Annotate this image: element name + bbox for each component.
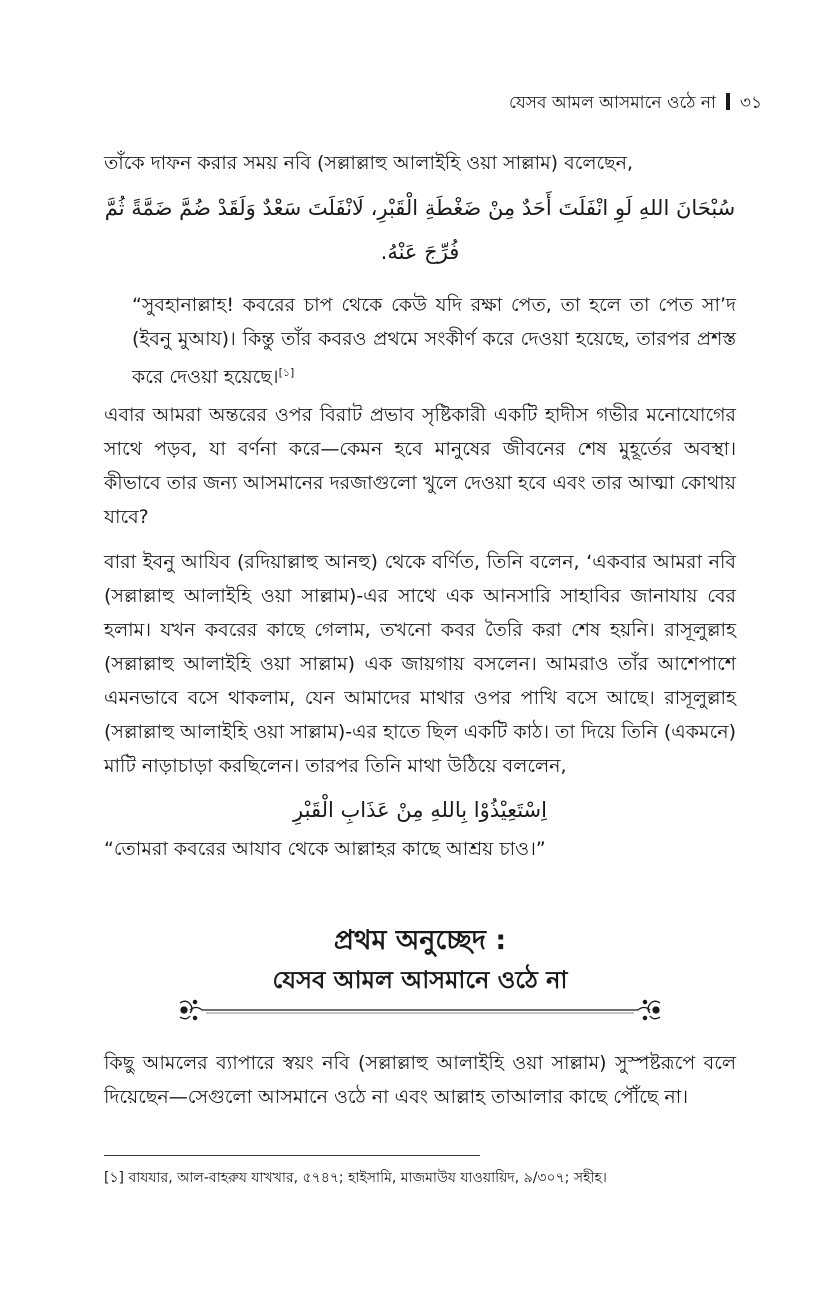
paragraph-3-text: বারা ইবনু আযিব (রদিয়াল্লাহু আনহু) থেকে বর্ণিত, তিনি বলেন, ‘একবার আমরা নবি (সল্লাল্লাহু আলাইহি ওয়া সাল্লাম)-এর সাথে এক আনসারি সাহাবির জানাযায় বের হলাম। যখন কবরের কাছে গেলাম, তখনো কবর তৈরি করা শেষ হয়নি। রাসূলুল্লাহ (সল্লাল্লাহু আলাইহি ওয়া সাল্লাম) এক জায়গায় বসলেন। আমরাও তাঁর আশেপাশে এমনভাবে বসে থাকলাম, যেন আমাদের মাথার ওপর পাখি বসে আছে। রাসূলুল্লাহ (সল্লাল্লাহু আলাইহি ওয়া সাল্লাম)-এর হাতে ছিল একটি কাঠ। তা দিয়ে তিনি (একমনে) মাটি নাড়াচাড়া করছিলেন। তারপর তিনি মাথা উঠিয়ে বললেন, <box>104 551 737 777</box>
intro-text: তাঁকে দাফন করার সময় নবি (সল্লাল্লাহু আলাইহি ওয়া সাল্লাম) বলেছেন, <box>104 152 634 174</box>
hadith-translation <box>104 288 736 394</box>
chapter-subtitle: যেসব আমল আসমানে ওঠে না <box>272 966 568 994</box>
arabic-supplication <box>104 788 736 866</box>
header-separator <box>726 93 730 110</box>
flourish-left-icon <box>180 1000 202 1019</box>
paragraph-2 <box>104 398 736 534</box>
footnote: [১] বাযযার, আল-বাহরুয যাখখার, ৫৭৪৭; হাইসামি, মাজমাউয যাওয়ায়িদ, ৯/৩০৭; সহীহ। <box>104 1170 607 1186</box>
running-header <box>509 90 762 118</box>
arabic-hadith-line-1: سُبْحَانَ اللهِ لَوِ انْفَلَتَ أَحَدٌ مِنْ ضَغْطَةِ الْقَبْرِ، لَانْفَلَتَ سَعْدٌ وَلَقَدْ ضُمَّ ضَمَّةً ثُمَّ <box>104 196 736 220</box>
paragraph-3 <box>104 545 736 783</box>
footnote-ref: [১] <box>278 366 295 379</box>
page-number: ৩১ <box>739 93 762 113</box>
quote-text: “সুবহানাল্লাহ! কবরের চাপ থেকে কেউ যদি রক্ষা পেত, তা হলে তা পেত সা’দ (ইবনু মুআয)। কিন্তু তাঁর কবরও প্রথমে সংকীর্ণ করে দেওয়া হয়েছে, তারপর প্রশস্ত করে দেওয়া হয়েছে। <box>132 294 736 388</box>
footnote-divider <box>104 1155 480 1156</box>
paragraph-4 <box>104 1046 736 1114</box>
running-title: যেসব আমল আসমানে ওঠে না <box>509 93 716 113</box>
arabic-supplication-text: اِسْتَعِيْذُوْا بِاللهِ مِنْ عَذَابِ الْقَبْرِ <box>293 798 547 822</box>
supplication-translation: “তোমরা কবরের আযাব থেকে আল্লাহর কাছে আশ্রয় চাও।” <box>104 838 546 860</box>
arabic-hadith-line-2: فُرِّجَ عَنْهُ. <box>380 240 460 264</box>
flourish-right-icon <box>638 1000 660 1019</box>
paragraph-2-text: এবার আমরা অন্তরের ওপর বিরাট প্রভাব সৃষ্টিকারী একটি হাদীস গভীর মনোযোগের সাথে পড়ব, যা বর্ণনা করে—কেমন হবে মানুষের জীবনের শেষ মুহূর্তের অবস্থা। কীভাবে তার জন্য আসমানের দরজাগুলো খুলে দেওয়া হবে এবং তার আত্মা কোথায় যাবে? <box>104 404 736 528</box>
chapter-title: প্রথম অনুচ্ছেদ : <box>333 925 507 956</box>
paragraph-4-text: কিছু আমলের ব্যাপারে স্বয়ং নবি (সল্লাল্লাহু আলাইহি ওয়া সাল্লাম) সুস্পষ্টরূপে বলে দিয়েছেন—সেগুলো আসমানে ওঠে না এবং আল্লাহ তাআলার কাছে পৌঁছে না। <box>104 1052 736 1108</box>
section-1 <box>104 146 736 274</box>
ornament-divider <box>176 995 664 1025</box>
